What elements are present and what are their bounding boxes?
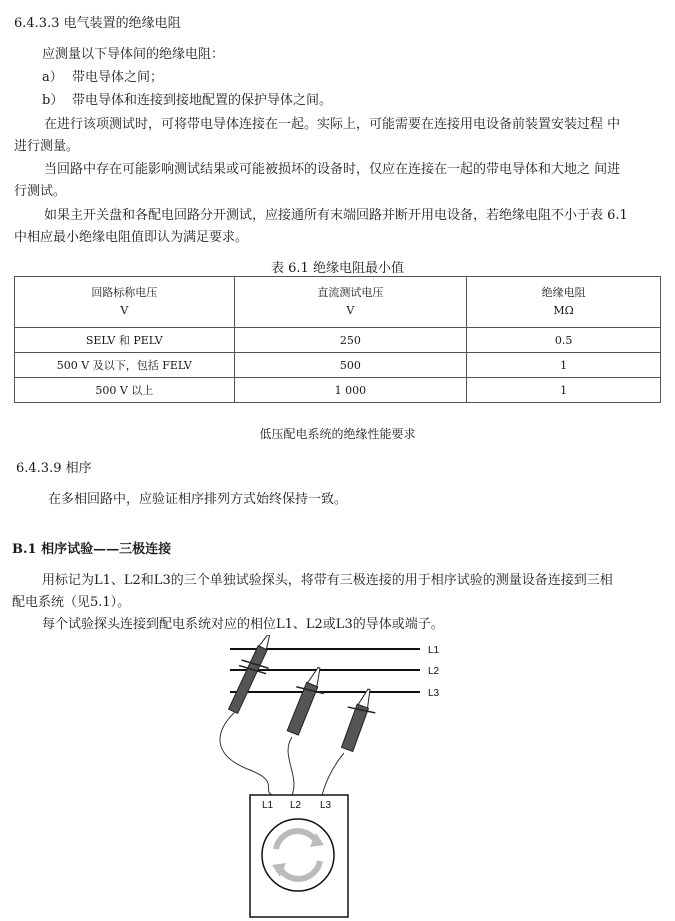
line-label-l3: L3 <box>428 688 440 699</box>
b1-paragraph-1-line-1: 用标记为L1、L2和L3的三个单独试验探头，将带有三极连接的用于相序试验的测量设备连接到三相 <box>42 573 613 588</box>
paragraph-1-line-1: 在进行该项测试时，可将带电导体连接在一起。实际上，可能需要在连接用电设备前装置安装过程 中 <box>44 117 621 132</box>
b1-paragraph-2: 每个试验探头连接到配电系统对应的相位L1、L2或L3的导体或端子。 <box>42 617 444 632</box>
test-probe-l2 <box>280 663 332 738</box>
paragraph-3-line-2: 中相应最小绝缘电阻值即认为满足要求。 <box>14 230 249 245</box>
header-test-voltage-unit: V <box>346 304 355 317</box>
header-voltage-name: 回路标称电压 <box>91 286 158 299</box>
list-item-b-text: 带电导体和连接到接地配置的保护导体之间。 <box>72 93 333 108</box>
intro-text: 应测量以下导体间的绝缘电阻： <box>42 47 225 62</box>
table-cell: SELV 和 PELV <box>15 328 235 353</box>
header-test-voltage-name: 直流测试电压 <box>317 286 384 299</box>
table-cell: 500 V 以上 <box>15 378 235 403</box>
line-label-l2: L2 <box>428 666 440 677</box>
table-cell: 1 000 <box>234 378 467 403</box>
header-resistance-unit: MΩ <box>553 304 574 317</box>
paragraph-1-line-2: 进行测量。 <box>14 139 80 154</box>
b1-paragraph-1-line-2: 配电系统（见5.1）。 <box>12 595 131 610</box>
table-cell: 500 V 及以下，包括 FELV <box>15 353 235 378</box>
terminal-label-l1: L1 <box>262 800 274 811</box>
list-item-a-marker: a） <box>42 70 63 85</box>
table-cell: 250 <box>234 328 467 353</box>
table-row <box>15 353 661 378</box>
phase-sequence-diagram <box>0 635 675 921</box>
header-resistance-name: 绝缘电阻 <box>541 286 586 299</box>
section-heading-phase-sequence: 6.4.3.9 相序 <box>16 461 92 476</box>
wire-l3 <box>322 753 344 795</box>
paragraph-2-line-2: 行测试。 <box>14 184 67 199</box>
table-header-row <box>15 277 661 328</box>
table-cell: 0.5 <box>467 328 661 353</box>
header-cell-voltage <box>15 277 235 328</box>
section-heading-b1: B.1 相序试验——三极连接 <box>12 542 172 557</box>
test-probe-l3 <box>334 685 382 755</box>
subtitle: 低压配电系统的绝缘性能要求 <box>259 427 416 441</box>
test-probe-l1 <box>220 635 281 717</box>
header-cell-resistance <box>467 277 661 328</box>
table-row <box>15 378 661 403</box>
list-item-a-text: 带电导体之间； <box>72 70 164 85</box>
phase-sequence-text: 在多相回路中，应验证相序排列方式始终保持一致。 <box>48 492 348 507</box>
wire-l2 <box>288 737 294 795</box>
table-caption: 表 6.1 绝缘电阻最小值 <box>271 261 404 276</box>
table-cell: 1 <box>467 378 661 403</box>
header-voltage-unit: V <box>120 304 129 317</box>
insulation-resistance-table <box>14 276 661 403</box>
wire-l1 <box>220 711 272 795</box>
section-heading-insulation: 6.4.3.3 电气装置的绝缘电阻 <box>14 16 181 31</box>
list-item-b-marker: b） <box>42 93 64 108</box>
table-cell: 1 <box>467 353 661 378</box>
paragraph-3-line-1: 如果主开关盘和各配电回路分开测试，应接通所有末端回路并断开用电设备，若绝缘电阻不小于表 6.1 <box>44 208 628 223</box>
header-cell-test-voltage <box>234 277 467 328</box>
line-label-l1: L1 <box>428 645 440 656</box>
terminal-label-l2: L2 <box>290 800 302 811</box>
paragraph-2-line-1: 当回路中存在可能影响测试结果或可能被损坏的设备时，仅应在连接在一起的带电导体和大地之 间进 <box>44 162 621 177</box>
table-cell: 500 <box>234 353 467 378</box>
table-row <box>15 328 661 353</box>
terminal-label-l3: L3 <box>320 800 332 811</box>
